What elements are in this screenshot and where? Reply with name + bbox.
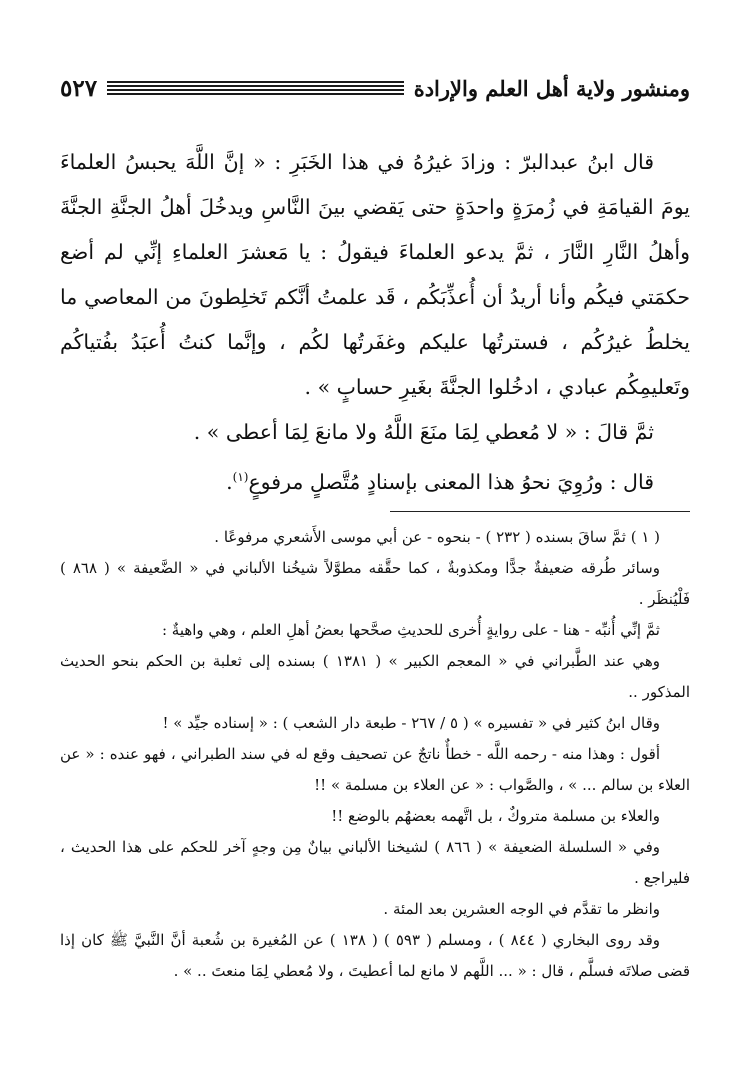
footnote-paragraph-8: وفي « السلسلة الضعيفة » ( ٨٦٦ ) لشيخنا الألباني بيانٌ مِن وجهٍ آخر للحكم على هذا الحديث ، فليراجع . bbox=[60, 837, 690, 887]
header-rule bbox=[107, 81, 404, 95]
footnote-paragraph-9: وانظر ما تقدَّم في الوجه العشرين بعد المئة . bbox=[383, 899, 660, 918]
book-page bbox=[60, 66, 690, 987]
footnote-paragraph-4: وهي عند الطَّبراني في « المعجم الكبير » ( ١٣٨١ ) بسنده إلى ثعلبة بن الحكم بنحو الحديث المذكور .. bbox=[60, 651, 690, 701]
main-paragraph-3-end: . bbox=[226, 469, 233, 494]
footnotes bbox=[60, 522, 690, 987]
page-header bbox=[60, 66, 690, 110]
main-paragraph-3-text: قال : ورُوِيَ نحوُ هذا المعنى بإسنادٍ مُتَّصلٍ مرفوعٍ bbox=[248, 469, 654, 494]
main-paragraph-3 bbox=[60, 455, 690, 505]
footnote-paragraph-10: وقد روى البخاري ( ٨٤٤ ) ، ومسلم ( ٥٩٣ ) ( ١٣٨ ) عن المُغيرة بن شُعبة أنَّ النَّبيَّ ﷺ كان إذا قضى صلاتَه فسلَّم ، قال : « ... اللَّهم لا مانع لما أعطيتَ ، ولا مُعطي لِمَا منعتَ .. » . bbox=[60, 930, 690, 980]
footnote-ref-1: (١) bbox=[232, 470, 249, 484]
footnote-paragraph-6: أقول : وهذا منه - رحمه اللَّه - خطأٌ ناتجٌ عن تصحيف وقع له في سند الطبراني ، فهو عنده : « عن العلاء بن سالم ... » ، والصَّواب : « عن العلاء بن مسلمة » !! bbox=[60, 744, 690, 794]
main-text bbox=[60, 140, 690, 505]
footnote-rule bbox=[390, 511, 690, 512]
footnote-paragraph-3: ثمَّ إنِّي أُنبِّه - هنا - على روايةٍ أُخرى للحديثِ صحَّحها بعضُ أهلِ العلم ، وهي واهيةٌ : bbox=[161, 620, 660, 639]
main-paragraph-1: قال ابنُ عبدالبرّ : وزادَ غيرُهُ في هذا الخَبَرِ : « إنَّ اللَّهَ يحبسُ العلماءَ يومَ القيامَةِ في زُمرَةٍ واحدَةٍ حتى يَقضي بينَ النَّاسِ ويدخُلَ أهلُ الجنَّةِ الجنَّةَ وأهلُ النَّارِ النَّارَ ، ثمَّ يدعو العلماءَ فيقولُ : يا مَعشرَ العلماءِ إنِّي لم أضع حكمَتي فيكُم وأنا أريدُ أن أُعذِّبَكُم ، قَد علمتُ أنَّكم تَخلِطونَ من المعاصي ما يخلطُ غيرُكُم ، فسترتُها عليكم وغفَرتُها لكُم ، وإنَّما كنتُ أُعبَدُ بفُتياكُم وتَعليمِكُم عبادي ، ادخُلوا الجنَّةَ بغَيرِ حسابٍ » . bbox=[60, 150, 690, 399]
main-paragraph-2: ثمَّ قالَ : « لا مُعطي لِمَا منَعَ اللَّهُ ولا مانعَ لِمَا أعطى » . bbox=[193, 420, 654, 444]
footnote-1: ( ١ ) ثمَّ ساقَ بسنده ( ٢٣٢ ) - بنحوه - عن أبي موسى الأَشعري مرفوعًا . bbox=[214, 527, 660, 546]
page-number: ٥٢٧ bbox=[60, 74, 98, 102]
footnote-paragraph-7: والعلاء بن مسلمة متروكٌ ، بل اتَّهمه بعضهُم بالوضع !! bbox=[331, 806, 660, 825]
footnote-paragraph-2: وسائر طُرقه ضعيفةٌ جدًّا ومكذوبةٌ ، كما حقَّقه مطوَّلاً شيخُنا الألباني في « الضَّعيفة » ( ٨٦٨ ) فَلْيُنظَر . bbox=[60, 558, 690, 608]
running-title: ومنشور ولاية أهل العلم والإرادة bbox=[413, 75, 690, 101]
footnote-paragraph-5: وقال ابنُ كثير في « تفسيره » ( ٥ / ٢٦٧ - طبعة دار الشعب ) : « إسناده جيِّد » ! bbox=[162, 713, 660, 732]
